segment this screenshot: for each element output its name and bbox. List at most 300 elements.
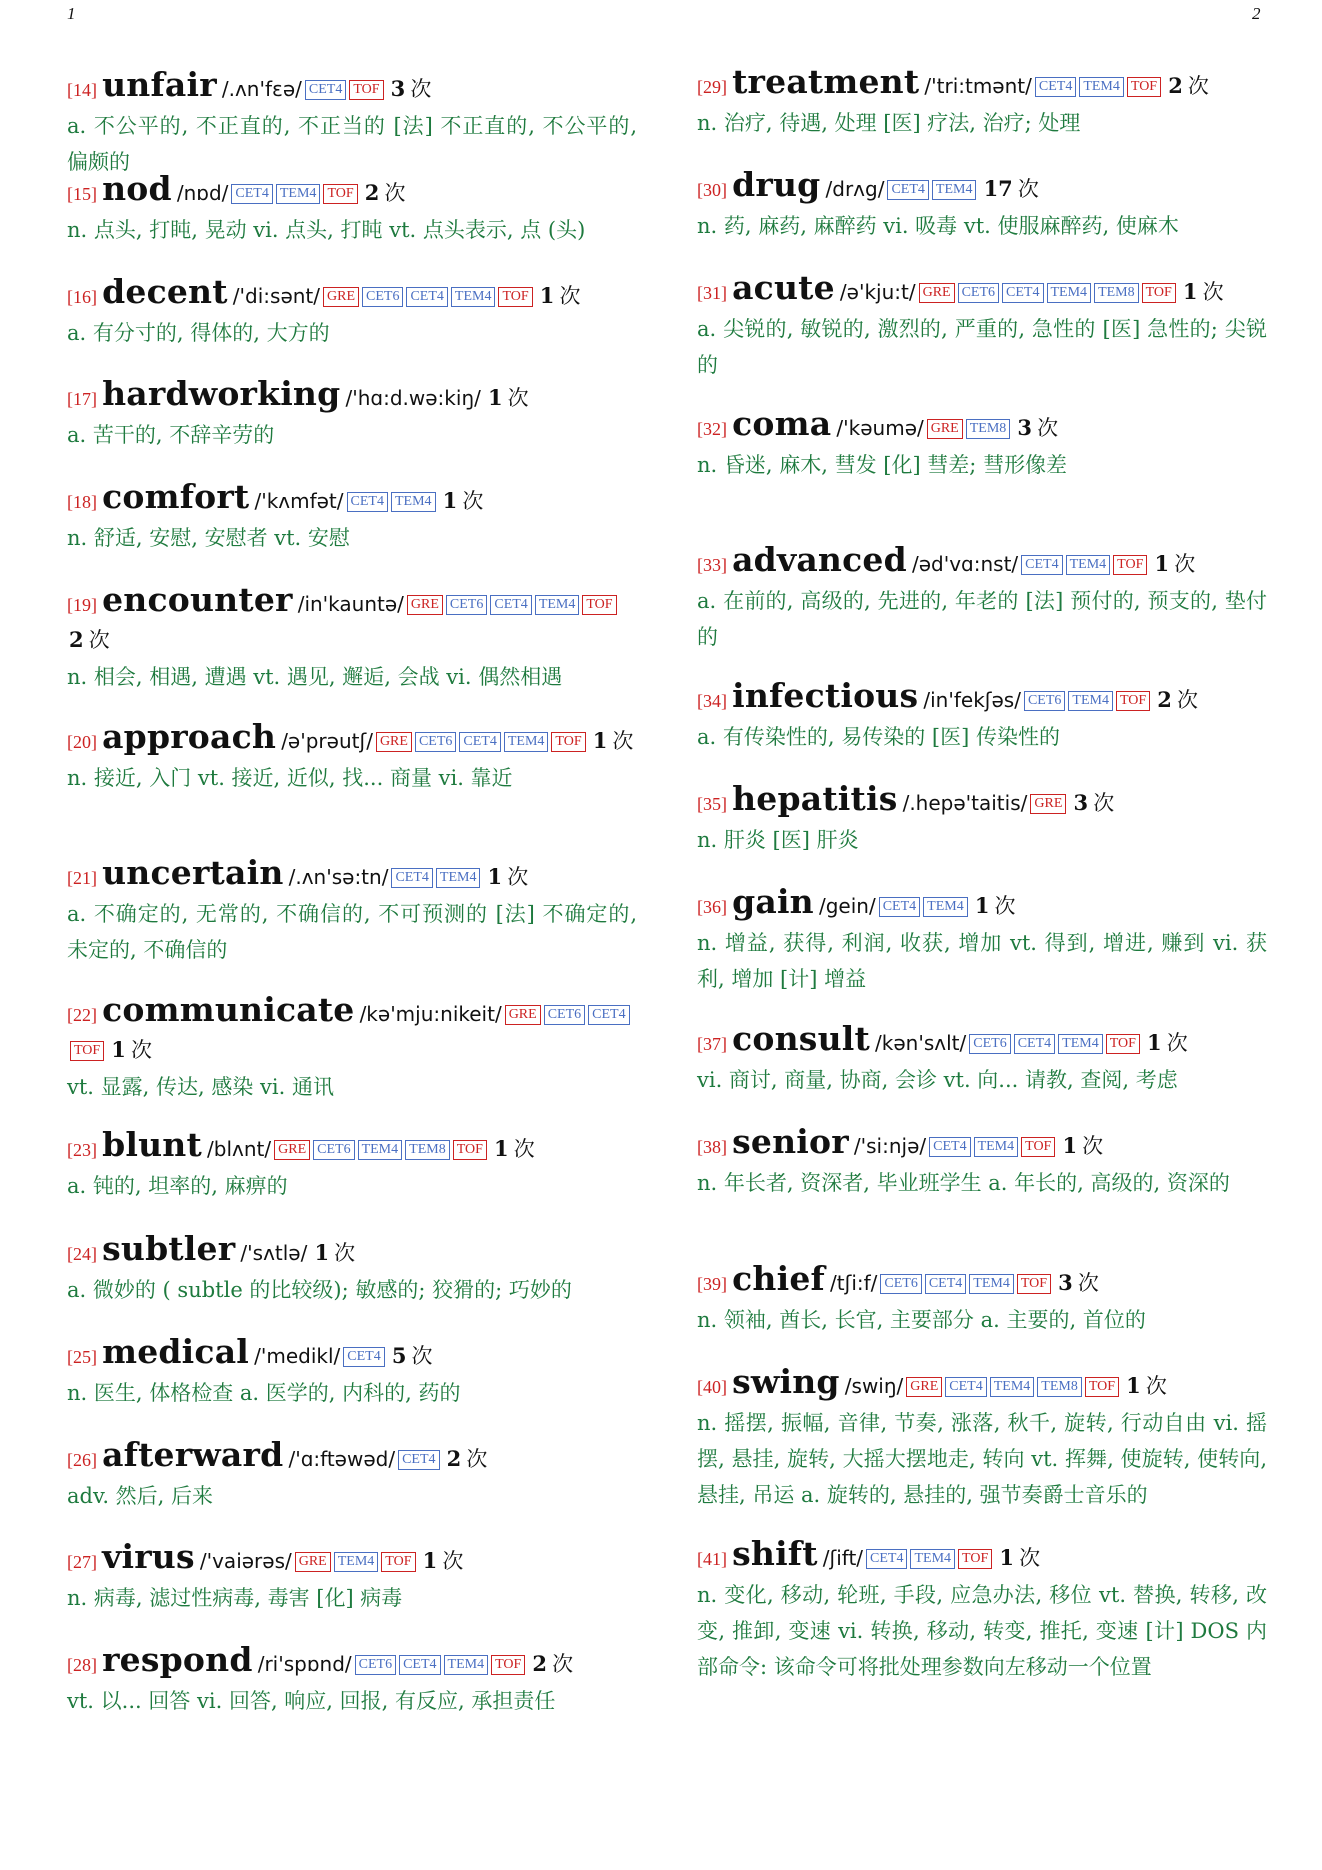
occurrence-count: 5 bbox=[391, 1343, 407, 1368]
exam-tag-gre: GRE bbox=[505, 1005, 541, 1025]
headword: senior bbox=[732, 1122, 849, 1161]
phonetic: /'kʌmfət/ bbox=[254, 489, 344, 513]
page-number-left: 1 bbox=[67, 4, 76, 23]
exam-tag-gre: GRE bbox=[927, 419, 963, 439]
definition: n. 肝炎 [医] 肝炎 bbox=[697, 828, 859, 852]
headword: nod bbox=[102, 169, 172, 208]
exam-tag-tem8: TEM8 bbox=[1094, 283, 1139, 303]
exam-tag-tem8: TEM8 bbox=[1037, 1377, 1082, 1397]
definition: n. 增益, 获得, 利润, 收获, 增加 vt. 得到, 增进, 赚到 vi. 获利, 增加 [计] 增益 bbox=[697, 931, 1267, 991]
entry-number: [30] bbox=[697, 180, 727, 200]
definition: a. 尖锐的, 敏锐的, 激烈的, 严重的, 急性的 [医] 急性的; 尖锐的 bbox=[697, 317, 1267, 377]
entry-headline bbox=[697, 1019, 1267, 1062]
exam-tag-tof: TOF bbox=[551, 732, 585, 752]
definition: n. 接近, 入门 vt. 接近, 近似, 找... 商量 vi. 靠近 bbox=[67, 766, 513, 790]
exam-tag-tof: TOF bbox=[1127, 77, 1161, 97]
exam-tag-tof: TOF bbox=[70, 1041, 104, 1061]
occurrence-count: 3 bbox=[390, 76, 406, 101]
entry-headline bbox=[697, 268, 1267, 311]
entry-headline bbox=[697, 1122, 1267, 1165]
exam-tag-tof: TOF bbox=[323, 184, 357, 204]
exam-tag-tem4: TEM4 bbox=[990, 1377, 1035, 1397]
occurrence-count: 1 bbox=[422, 1548, 438, 1573]
exam-tag-tof: TOF bbox=[349, 80, 383, 100]
exam-tag-cet6: CET6 bbox=[362, 287, 403, 307]
entry-number: [40] bbox=[697, 1377, 727, 1397]
entry-number: [31] bbox=[697, 283, 727, 303]
exam-tag-tof: TOF bbox=[498, 287, 532, 307]
exam-tag-cet6: CET6 bbox=[544, 1005, 585, 1025]
count-unit: 次 bbox=[612, 729, 634, 753]
definition: n. 相会, 相遇, 遭遇 vt. 遇见, 邂逅, 会战 vi. 偶然相遇 bbox=[67, 665, 563, 689]
phonetic: /ʃift/ bbox=[822, 1546, 864, 1570]
exam-tag-cet6: CET6 bbox=[415, 732, 456, 752]
exam-tag-cet4: CET4 bbox=[945, 1377, 986, 1397]
definition: n. 药, 麻药, 麻醉药 vi. 吸毒 vt. 使服麻醉药, 使麻木 bbox=[697, 214, 1179, 238]
entry-number: [34] bbox=[697, 691, 727, 711]
entry-number: [41] bbox=[697, 1549, 727, 1569]
occurrence-count: 1 bbox=[494, 1136, 509, 1161]
exam-tag-cet4: CET4 bbox=[1021, 555, 1062, 575]
definition: n. 医生, 体格检查 a. 医学的, 内科的, 药的 bbox=[67, 1381, 461, 1405]
entry-headline bbox=[697, 1362, 1267, 1405]
entry-blunt bbox=[67, 1125, 637, 1204]
definition: n. 年长者, 资深者, 毕业班学生 a. 年长的, 高级的, 资深的 bbox=[697, 1171, 1230, 1195]
count-unit: 次 bbox=[1082, 1134, 1104, 1158]
entry-number: [15] bbox=[67, 184, 97, 204]
count-unit: 次 bbox=[410, 77, 432, 101]
exam-tag-cet4: CET4 bbox=[490, 595, 531, 615]
entry-number: [14] bbox=[67, 80, 97, 100]
phonetic: /ri'spɒnd/ bbox=[257, 1652, 352, 1676]
count-unit: 次 bbox=[1017, 177, 1039, 201]
entry-subtler bbox=[67, 1229, 637, 1308]
exam-tag-cet6: CET6 bbox=[355, 1655, 396, 1675]
exam-tag-cet4: CET4 bbox=[925, 1274, 966, 1294]
count-unit: 次 bbox=[1145, 1374, 1167, 1398]
exam-tag-tem4: TEM4 bbox=[436, 868, 481, 888]
count-unit: 次 bbox=[411, 1344, 433, 1368]
count-unit: 次 bbox=[552, 1652, 574, 1676]
phonetic: /.hepə'taitis/ bbox=[902, 791, 1028, 815]
entry-swing bbox=[697, 1362, 1267, 1513]
count-unit: 次 bbox=[384, 181, 406, 205]
headword: unfair bbox=[102, 65, 217, 104]
entry-respond bbox=[67, 1640, 637, 1719]
entry-number: [32] bbox=[697, 419, 727, 439]
headword: hardworking bbox=[102, 374, 341, 413]
entry-infectious bbox=[697, 676, 1267, 755]
headword: infectious bbox=[732, 676, 919, 715]
entry-nod bbox=[67, 169, 637, 248]
phonetic: /swiŋ/ bbox=[844, 1374, 904, 1398]
phonetic: /blʌnt/ bbox=[207, 1137, 272, 1161]
exam-tag-gre: GRE bbox=[274, 1140, 310, 1160]
exam-tag-tem4: TEM4 bbox=[358, 1140, 403, 1160]
exam-tag-tem4: TEM4 bbox=[334, 1552, 379, 1572]
exam-tag-gre: GRE bbox=[376, 732, 412, 752]
exam-tag-tem4: TEM4 bbox=[1068, 691, 1113, 711]
definition: a. 不确定的, 无常的, 不确信的, 不可预测的 [法] 不确定的, 未定的, 不确信的 bbox=[67, 902, 637, 962]
entry-number: [38] bbox=[697, 1137, 727, 1157]
entry-encounter bbox=[67, 580, 637, 695]
headword: chief bbox=[732, 1259, 825, 1298]
phonetic: /tʃi:f/ bbox=[830, 1271, 878, 1295]
entry-decent bbox=[67, 272, 637, 351]
exam-tag-cet6: CET6 bbox=[313, 1140, 354, 1160]
phonetic: /.ʌn'sə:tn/ bbox=[288, 865, 389, 889]
headword: encounter bbox=[102, 580, 293, 619]
definition: n. 治疗, 待遇, 处理 [医] 疗法, 治疗; 处理 bbox=[697, 111, 1081, 135]
entry-number: [16] bbox=[67, 287, 97, 307]
entry-chief bbox=[697, 1259, 1267, 1338]
definition: a. 苦干的, 不辞辛劳的 bbox=[67, 423, 275, 447]
exam-tag-tof: TOF bbox=[381, 1552, 415, 1572]
headword: shift bbox=[732, 1534, 818, 1573]
entry-headline bbox=[697, 540, 1267, 583]
exam-tag-tem4: TEM4 bbox=[969, 1274, 1014, 1294]
exam-tag-cet4: CET4 bbox=[866, 1549, 907, 1569]
entry-virus bbox=[67, 1537, 637, 1616]
exam-tag-tof: TOF bbox=[1017, 1274, 1051, 1294]
entry-headline bbox=[67, 990, 637, 1069]
exam-tag-tof: TOF bbox=[1113, 555, 1147, 575]
entry-medical bbox=[67, 1332, 637, 1411]
exam-tag-cet4: CET4 bbox=[305, 80, 346, 100]
entry-headline bbox=[67, 1640, 637, 1683]
definition: a. 有分寸的, 得体的, 大方的 bbox=[67, 321, 330, 345]
definition: vt. 以... 回答 vi. 回答, 响应, 回报, 有反应, 承担责任 bbox=[67, 1689, 556, 1713]
phonetic: /'di:sənt/ bbox=[232, 284, 321, 308]
phonetic: /in'kauntə/ bbox=[297, 592, 404, 616]
occurrence-count: 1 bbox=[592, 728, 608, 753]
entry-headline bbox=[697, 165, 1267, 208]
exam-tag-tem4: TEM4 bbox=[1058, 1034, 1103, 1054]
entry-headline bbox=[67, 477, 637, 520]
entry-comfort bbox=[67, 477, 637, 556]
exam-tag-tof: TOF bbox=[1085, 1377, 1119, 1397]
entry-headline bbox=[67, 580, 637, 659]
definition: n. 领袖, 酋长, 长官, 主要部分 a. 主要的, 首位的 bbox=[697, 1308, 1146, 1332]
count-unit: 次 bbox=[1093, 791, 1115, 815]
occurrence-count: 1 bbox=[539, 283, 555, 308]
definition: n. 舒适, 安慰, 安慰者 vt. 安慰 bbox=[67, 526, 350, 550]
count-unit: 次 bbox=[1176, 688, 1198, 712]
occurrence-count: 2 bbox=[446, 1446, 462, 1471]
exam-tag-cet6: CET6 bbox=[958, 283, 999, 303]
phonetic: /'sʌtlə/ bbox=[240, 1241, 308, 1265]
entry-afterward bbox=[67, 1435, 637, 1514]
occurrence-count: 3 bbox=[1073, 790, 1089, 815]
count-unit: 次 bbox=[507, 386, 529, 410]
occurrence-count: 2 bbox=[1157, 687, 1172, 712]
exam-tag-tem4: TEM4 bbox=[1047, 283, 1092, 303]
definition: vt. 显露, 传达, 感染 vi. 通讯 bbox=[67, 1075, 334, 1099]
exam-tag-gre: GRE bbox=[906, 1377, 942, 1397]
exam-tag-cet4: CET4 bbox=[1002, 283, 1043, 303]
exam-tag-gre: GRE bbox=[295, 1552, 331, 1572]
count-unit: 次 bbox=[334, 1241, 356, 1265]
entry-treatment bbox=[697, 62, 1267, 141]
occurrence-count: 1 bbox=[1126, 1373, 1141, 1398]
exam-tag-cet4: CET4 bbox=[343, 1347, 384, 1367]
count-unit: 次 bbox=[994, 894, 1016, 918]
exam-tag-cet4: CET4 bbox=[887, 180, 928, 200]
definition: a. 不公平的, 不正直的, 不正当的 [法] 不正直的, 不公平的, 偏颇的 bbox=[67, 114, 637, 174]
phonetic: /drʌg/ bbox=[825, 177, 885, 201]
exam-tag-tem4: TEM4 bbox=[535, 595, 580, 615]
headword: communicate bbox=[102, 990, 355, 1029]
exam-tag-gre: GRE bbox=[407, 595, 443, 615]
exam-tag-tem4: TEM4 bbox=[504, 732, 549, 752]
phonetic: /kən'sʌlt/ bbox=[875, 1031, 967, 1055]
entry-number: [33] bbox=[697, 555, 727, 575]
entry-headline bbox=[697, 1534, 1267, 1577]
phonetic: /'medikl/ bbox=[254, 1344, 341, 1368]
headword: approach bbox=[102, 717, 277, 756]
exam-tag-tem4: TEM4 bbox=[451, 287, 496, 307]
exam-tag-tof: TOF bbox=[1142, 283, 1176, 303]
entry-headline bbox=[67, 1537, 637, 1580]
phonetic: /'tri:tmənt/ bbox=[924, 74, 1032, 98]
definition: a. 有传染性的, 易传染的 [医] 传染性的 bbox=[697, 725, 1060, 749]
exam-tag-tem4: TEM4 bbox=[1066, 555, 1111, 575]
phonetic: /'kəumə/ bbox=[836, 416, 924, 440]
exam-tag-tem4: TEM4 bbox=[276, 184, 321, 204]
entry-headline bbox=[67, 65, 637, 108]
exam-tag-gre: GRE bbox=[323, 287, 359, 307]
entry-number: [18] bbox=[67, 492, 97, 512]
entry-hepatitis bbox=[697, 779, 1267, 858]
headword: drug bbox=[732, 165, 821, 204]
exam-tag-tem4: TEM4 bbox=[391, 492, 436, 512]
definition: a. 在前的, 高级的, 先进的, 年老的 [法] 预付的, 预支的, 垫付的 bbox=[697, 589, 1267, 649]
entry-senior bbox=[697, 1122, 1267, 1201]
exam-tag-tof: TOF bbox=[1106, 1034, 1140, 1054]
entry-headline bbox=[697, 404, 1267, 447]
exam-tag-tem4: TEM4 bbox=[974, 1137, 1019, 1157]
headword: advanced bbox=[732, 540, 907, 579]
entry-number: [20] bbox=[67, 732, 97, 752]
count-unit: 次 bbox=[507, 865, 529, 889]
count-unit: 次 bbox=[1037, 416, 1059, 440]
entry-number: [25] bbox=[67, 1347, 97, 1367]
exam-tag-tof: TOF bbox=[1021, 1137, 1055, 1157]
exam-tag-cet4: CET4 bbox=[588, 1005, 629, 1025]
definition: n. 点头, 打盹, 晃动 vi. 点头, 打盹 vt. 点头表示, 点 (头) bbox=[67, 218, 586, 242]
entry-approach bbox=[67, 717, 637, 796]
headword: afterward bbox=[102, 1435, 284, 1474]
headword: consult bbox=[732, 1019, 870, 1058]
phonetic: /'hɑ:d.wə:kiŋ/ bbox=[345, 386, 481, 410]
entry-coma bbox=[697, 404, 1267, 483]
entry-drug bbox=[697, 165, 1267, 244]
occurrence-count: 2 bbox=[69, 627, 84, 652]
exam-tag-cet6: CET6 bbox=[446, 595, 487, 615]
exam-tag-cet4: CET4 bbox=[929, 1137, 970, 1157]
occurrence-count: 2 bbox=[364, 180, 380, 205]
entry-advanced bbox=[697, 540, 1267, 655]
entry-number: [36] bbox=[697, 897, 727, 917]
entry-number: [39] bbox=[697, 1274, 727, 1294]
entry-headline bbox=[67, 717, 637, 760]
count-unit: 次 bbox=[1077, 1271, 1099, 1295]
phonetic: /.ʌn'fɛə/ bbox=[221, 77, 302, 101]
headword: subtler bbox=[102, 1229, 236, 1268]
phonetic: /ə'prəutʃ/ bbox=[281, 729, 373, 753]
exam-tag-tof: TOF bbox=[1116, 691, 1150, 711]
headword: treatment bbox=[732, 62, 920, 101]
occurrence-count: 1 bbox=[487, 864, 503, 889]
entry-headline bbox=[67, 169, 637, 212]
exam-tag-tof: TOF bbox=[453, 1140, 487, 1160]
phonetic: /'vaiərəs/ bbox=[199, 1549, 292, 1573]
entry-headline bbox=[697, 1259, 1267, 1302]
exam-tag-tem4: TEM4 bbox=[932, 180, 977, 200]
entry-headline bbox=[67, 272, 637, 315]
count-unit: 次 bbox=[1174, 552, 1196, 576]
exam-tag-cet4: CET4 bbox=[399, 1655, 440, 1675]
phonetic: /əd'vɑ:nst/ bbox=[911, 552, 1019, 576]
exam-tag-cet4: CET4 bbox=[347, 492, 388, 512]
phonetic: /ə'kju:t/ bbox=[839, 280, 916, 304]
occurrence-count: 1 bbox=[1147, 1030, 1162, 1055]
headword: virus bbox=[102, 1537, 195, 1576]
entry-consult bbox=[697, 1019, 1267, 1098]
count-unit: 次 bbox=[1019, 1546, 1041, 1570]
exam-tag-cet4: CET4 bbox=[1035, 77, 1076, 97]
exam-tag-cet4: CET4 bbox=[231, 184, 272, 204]
definition: n. 病毒, 滤过性病毒, 毒害 [化] 病毒 bbox=[67, 1586, 403, 1610]
occurrence-count: 1 bbox=[1154, 551, 1170, 576]
headword: swing bbox=[732, 1362, 840, 1401]
entry-headline bbox=[697, 62, 1267, 105]
occurrence-count: 1 bbox=[1062, 1133, 1078, 1158]
phonetic: /in'fekʃəs/ bbox=[923, 688, 1021, 712]
entry-number: [37] bbox=[697, 1034, 727, 1054]
exam-tag-tof: TOF bbox=[582, 595, 616, 615]
exam-tag-cet4: CET4 bbox=[391, 868, 432, 888]
exam-tag-cet4: CET4 bbox=[398, 1450, 439, 1470]
entry-number: [28] bbox=[67, 1655, 97, 1675]
entry-gain bbox=[697, 882, 1267, 997]
entry-number: [17] bbox=[67, 389, 97, 409]
entry-headline bbox=[697, 779, 1267, 822]
entry-hardworking bbox=[67, 374, 637, 453]
definition: a. 钝的, 坦率的, 麻痹的 bbox=[67, 1174, 288, 1198]
exam-tag-gre: GRE bbox=[1030, 794, 1066, 814]
count-unit: 次 bbox=[462, 489, 484, 513]
occurrence-count: 1 bbox=[487, 385, 503, 410]
entry-number: [23] bbox=[67, 1140, 97, 1160]
headword: medical bbox=[102, 1332, 250, 1371]
exam-tag-cet6: CET6 bbox=[969, 1034, 1010, 1054]
definition: vi. 商讨, 商量, 协商, 会诊 vt. 向... 请教, 查阅, 考虑 bbox=[697, 1068, 1178, 1092]
phonetic: /gein/ bbox=[818, 894, 876, 918]
phonetic: /kə'mju:nikeit/ bbox=[359, 1002, 502, 1026]
entry-headline bbox=[67, 1229, 637, 1272]
exam-tag-cet4: CET4 bbox=[459, 732, 500, 752]
count-unit: 次 bbox=[1187, 74, 1209, 98]
occurrence-count: 3 bbox=[1058, 1270, 1073, 1295]
entry-number: [35] bbox=[697, 794, 727, 814]
exam-tag-tof: TOF bbox=[491, 1655, 525, 1675]
exam-tag-tem4: TEM4 bbox=[923, 897, 968, 917]
headword: comfort bbox=[102, 477, 250, 516]
entry-number: [27] bbox=[67, 1552, 97, 1572]
headword: blunt bbox=[102, 1125, 202, 1164]
entry-headline bbox=[67, 374, 637, 417]
phonetic: /'ɑ:ftəwəd/ bbox=[288, 1447, 396, 1471]
headword: hepatitis bbox=[732, 779, 898, 818]
exam-tag-cet6: CET6 bbox=[880, 1274, 921, 1294]
count-unit: 次 bbox=[442, 1549, 464, 1573]
occurrence-count: 1 bbox=[314, 1240, 330, 1265]
entry-headline bbox=[67, 1332, 637, 1375]
count-unit: 次 bbox=[1166, 1031, 1188, 1055]
exam-tag-gre: GRE bbox=[919, 283, 955, 303]
exam-tag-cet4: CET4 bbox=[1014, 1034, 1055, 1054]
count-unit: 次 bbox=[466, 1447, 488, 1471]
entry-headline bbox=[67, 853, 637, 896]
count-unit: 次 bbox=[559, 284, 581, 308]
occurrence-count: 2 bbox=[532, 1651, 548, 1676]
entry-communicate bbox=[67, 990, 637, 1105]
entry-acute bbox=[697, 268, 1267, 383]
entry-headline bbox=[67, 1435, 637, 1478]
headword: respond bbox=[102, 1640, 253, 1679]
entry-headline bbox=[697, 882, 1267, 925]
definition: n. 摇摆, 振幅, 音律, 节奏, 涨落, 秋千, 旋转, 行动自由 vi. 摇摆, 悬挂, 旋转, 大摇大摆地走, 转向 vt. 挥舞, 使旋转, 使转向, 悬挂, 吊运 a. 旋转的, 悬挂的, 强节奏爵士音乐的 bbox=[697, 1411, 1267, 1507]
occurrence-count: 1 bbox=[1182, 279, 1198, 304]
exam-tag-tof: TOF bbox=[958, 1549, 992, 1569]
exam-tag-tem4: TEM4 bbox=[910, 1549, 955, 1569]
phonetic: /nɒd/ bbox=[176, 181, 229, 205]
headword: coma bbox=[732, 404, 832, 443]
headword: decent bbox=[102, 272, 228, 311]
phonetic: /'si:njə/ bbox=[853, 1134, 927, 1158]
entry-shift bbox=[697, 1534, 1267, 1685]
exam-tag-cet6: CET6 bbox=[1024, 691, 1065, 711]
headword: uncertain bbox=[102, 853, 284, 892]
definition: adv. 然后, 后来 bbox=[67, 1484, 214, 1508]
count-unit: 次 bbox=[1202, 280, 1224, 304]
definition: a. 微妙的 ( subtle 的比较级); 敏感的; 狡猾的; 巧妙的 bbox=[67, 1278, 572, 1302]
occurrence-count: 1 bbox=[999, 1545, 1014, 1570]
exam-tag-tem4: TEM4 bbox=[444, 1655, 489, 1675]
entry-uncertain bbox=[67, 853, 637, 968]
entry-number: [19] bbox=[67, 595, 97, 615]
occurrence-count: 3 bbox=[1017, 415, 1033, 440]
occurrence-count: 1 bbox=[111, 1037, 126, 1062]
entry-number: [21] bbox=[67, 868, 97, 888]
occurrence-count: 1 bbox=[442, 488, 458, 513]
exam-tag-tem4: TEM4 bbox=[1079, 77, 1124, 97]
exam-tag-tem8: TEM8 bbox=[966, 419, 1011, 439]
entry-headline bbox=[67, 1125, 637, 1168]
count-unit: 次 bbox=[88, 628, 110, 652]
definition: n. 昏迷, 麻木, 彗发 [化] 彗差; 彗形像差 bbox=[697, 453, 1068, 477]
occurrence-count: 17 bbox=[983, 176, 1013, 201]
headword: gain bbox=[732, 882, 814, 921]
entry-number: [24] bbox=[67, 1244, 97, 1264]
occurrence-count: 2 bbox=[1168, 73, 1183, 98]
exam-tag-cet4: CET4 bbox=[406, 287, 447, 307]
entry-number: [26] bbox=[67, 1450, 97, 1470]
exam-tag-cet4: CET4 bbox=[879, 897, 920, 917]
occurrence-count: 1 bbox=[974, 893, 990, 918]
entry-number: [29] bbox=[697, 77, 727, 97]
